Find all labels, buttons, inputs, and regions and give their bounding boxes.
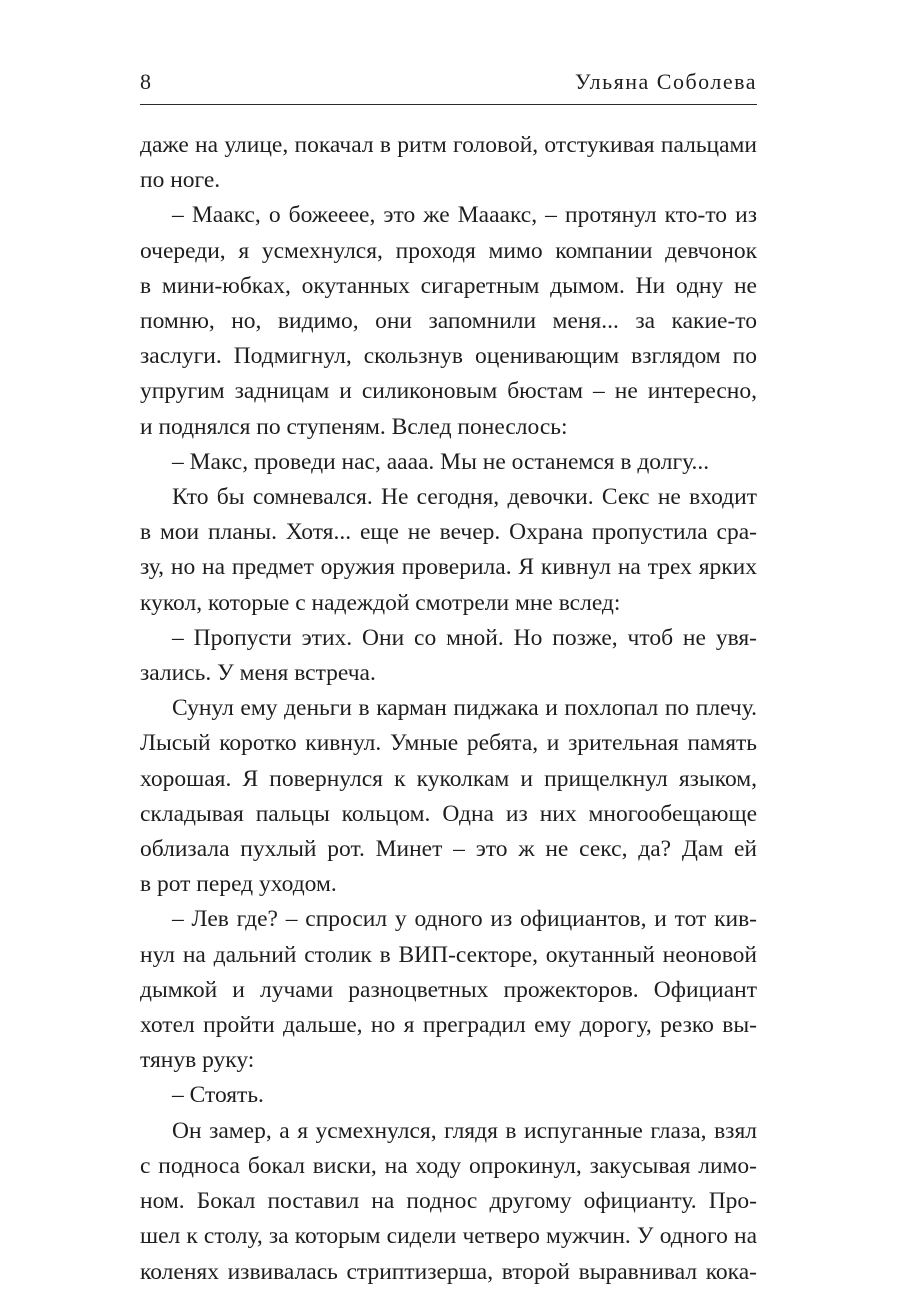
body-text xyxy=(140,128,757,1290)
text-line: и поднялся по ступеням. Вслед понеслось: xyxy=(140,413,568,440)
text-line: тянув руку: xyxy=(140,1047,255,1074)
header-divider xyxy=(140,104,757,105)
running-head-author: Ульяна Соболева xyxy=(575,69,757,94)
text-line: складывая пальцы кольцом. Одна из них многообещающе xyxy=(140,800,757,827)
text-line: – Пропусти этих. Они со мной. Но позже, чтоб не увя- xyxy=(172,624,757,651)
page-number: 8 xyxy=(140,69,151,94)
text-line: в мини-юбках, окутанных сигаретным дымом. Ни одну не xyxy=(140,272,757,299)
text-line: по ноге. xyxy=(140,167,221,194)
text-line: Кто бы сомневался. Не сегодня, девочки. Секс не входит xyxy=(172,484,757,511)
text-line: зались. У меня встреча. xyxy=(140,660,376,687)
text-line: хотел пройти дальше, но я преградил ему дорогу, резко вы- xyxy=(140,1012,757,1039)
text-line: Он замер, а я усмехнулся, глядя в испуганные глаза, взял xyxy=(172,1117,757,1144)
text-line: даже на улице, покачал в ритм головой, отстукивая пальцами xyxy=(140,132,757,158)
text-line: – Макс, проведи нас, аааа. Мы не останемся в долгу... xyxy=(172,448,710,475)
text-line: упругим задницам и силиконовым бюстам – не интересно, xyxy=(140,378,757,405)
text-line: шел к столу, за которым сидели четверо мужчин. У одного на xyxy=(140,1223,757,1250)
text-line: Сунул ему деньги в карман пиджака и похлопал по плечу. xyxy=(172,695,757,722)
text-line: нул на дальний столик в ВИП-секторе, окутанный неоновой xyxy=(140,941,757,968)
text-line: – Стоять. xyxy=(172,1082,264,1109)
text-line: кукол, которые с надеждой смотрели мне вслед: xyxy=(140,589,621,616)
text-line: зу, но на предмет оружия проверила. Я кивнул на трех ярких xyxy=(140,554,757,581)
text-line: заслуги. Подмигнул, скользнув оценивающим взглядом по xyxy=(140,343,757,370)
text-line: очереди, я усмехнулся, проходя мимо компании девчонок xyxy=(140,237,757,264)
text-line: Лысый коротко кивнул. Умные ребята, и зрительная память xyxy=(140,730,757,757)
text-line: облизала пухлый рот. Минет – это ж не секс, да? Дам ей xyxy=(140,836,757,863)
text-line: хорошая. Я повернулся к куколкам и прищелкнул языком, xyxy=(140,765,757,792)
text-line: коленях извивалась стриптизерша, второй выравнивал кока- xyxy=(140,1258,757,1285)
text-line: ном. Бокал поставил на поднос другому официанту. Про- xyxy=(140,1188,757,1215)
text-line: в рот перед уходом. xyxy=(140,871,337,898)
text-line: в мои планы. Хотя... еще не вечер. Охрана пропустила сра- xyxy=(140,519,757,546)
text-line: – Лев где? – спросил у одного из официантов, и тот кив- xyxy=(172,906,757,933)
text-line: – Маакс, о божееее, это же Мааакс, – протянул кто-то из xyxy=(172,202,757,229)
text-line: дымкой и лучами разноцветных прожекторов. Официант xyxy=(140,976,757,1003)
text-line: помню, но, видимо, они запомнили меня... за какие-то xyxy=(140,308,757,335)
text-line: с подноса бокал виски, на ходу опрокинул, закусывая лимо- xyxy=(140,1152,757,1179)
